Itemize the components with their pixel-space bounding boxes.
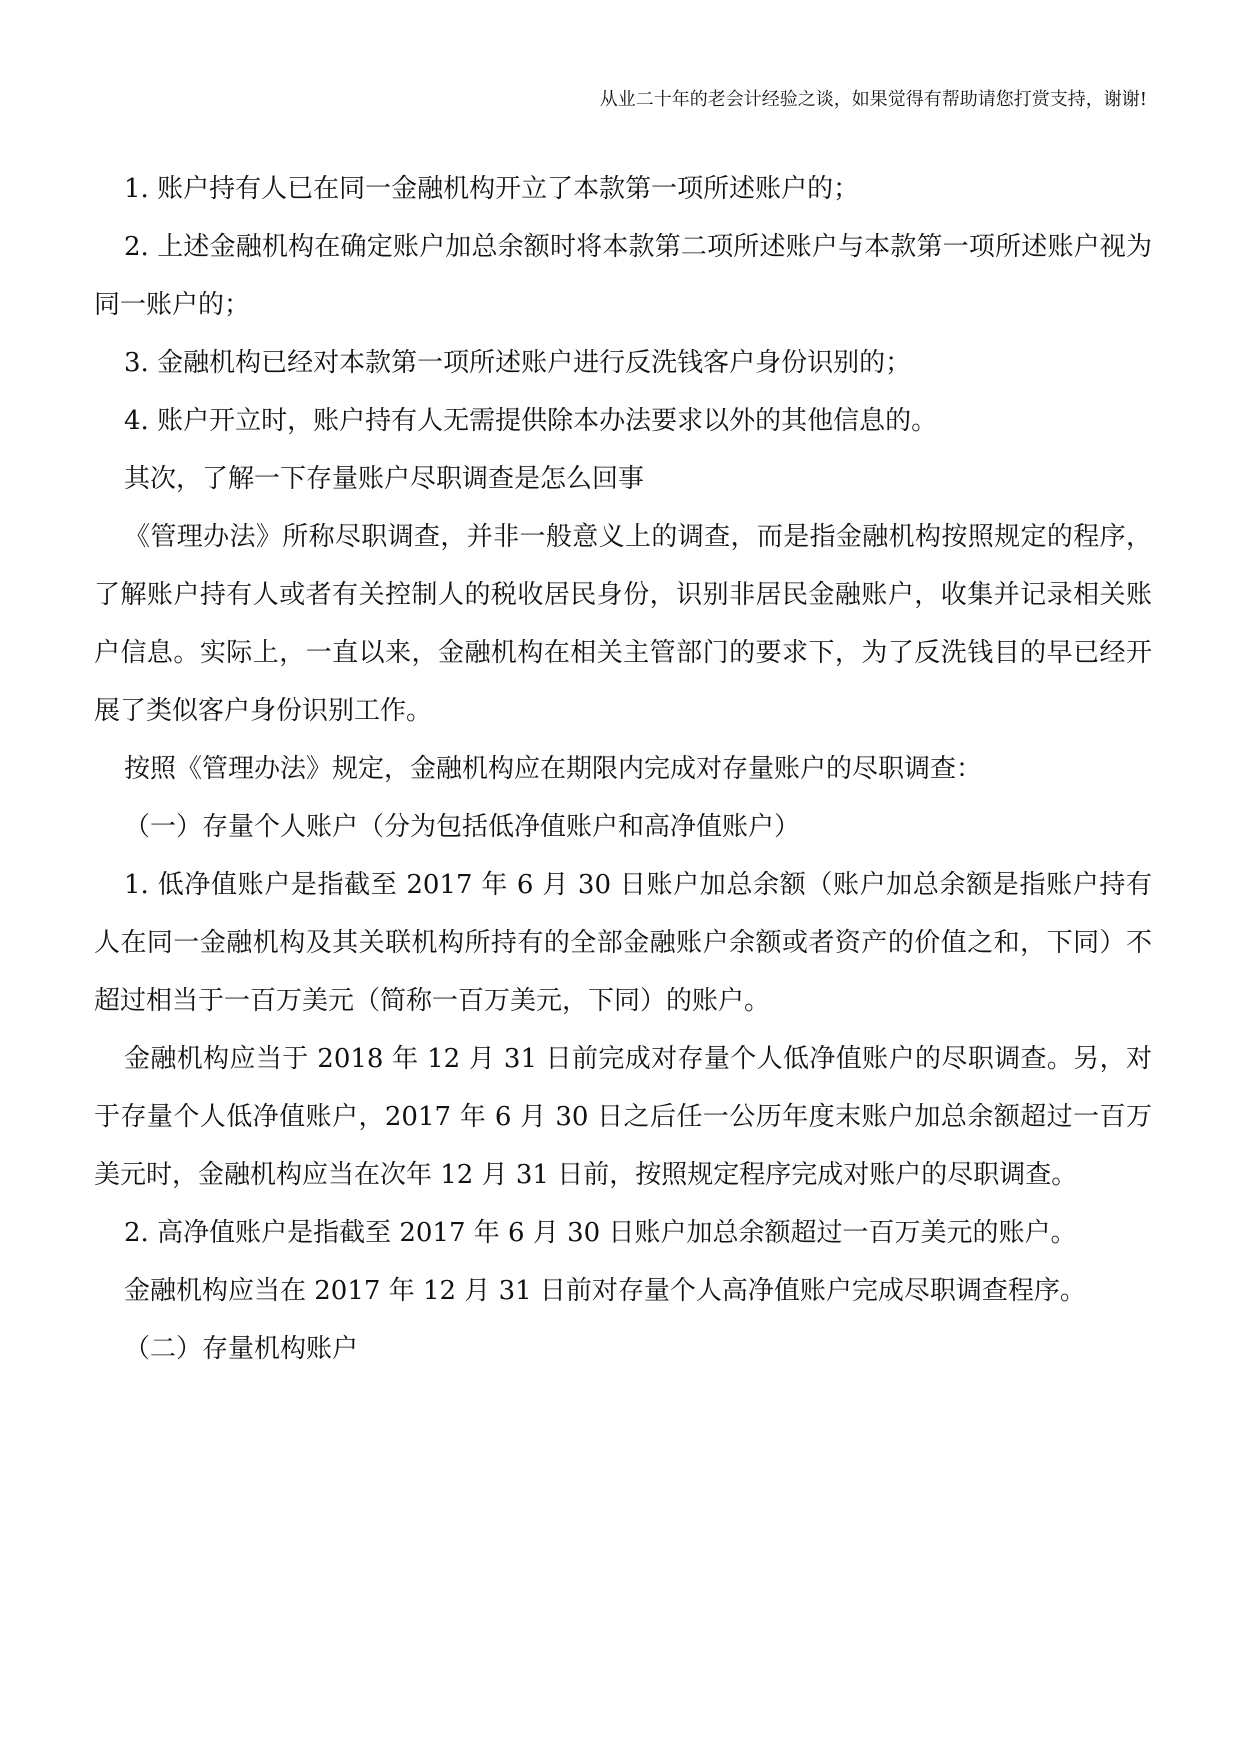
paragraph-10: 金融机构应当于 2018 年 12 月 31 日前完成对存量个人低净值账户的尽职调查。另，对于存量个人低净值账户，2017 年 6 月 30 日之后任一公历年度末账户加总余额超过一百万美元时，金融机构应当在次年 12 月 31 日前，按照规定程序完成对账户的尽职调查。 [94, 1044, 1152, 1190]
paragraph-11: 2. 高净值账户是指截至 2017 年 6 月 30 日账户加总余额超过一百万美元的账户。 [124, 1218, 1077, 1248]
document-body [94, 160, 1152, 1378]
paragraph-3: 3. 金融机构已经对本款第一项所述账户进行反洗钱客户身份识别的； [124, 348, 912, 378]
paragraph-2: 2. 上述金融机构在确定账户加总余额时将本款第二项所述账户与本款第一项所述账户视为同一账户的； [94, 232, 1152, 320]
paragraph-8: （一）存量个人账户（分为包括低净值账户和高净值账户） [124, 812, 801, 842]
paragraph-1: 1. 账户持有人已在同一金融机构开立了本款第一项所述账户的； [124, 174, 860, 204]
header-note: 从业二十年的老会计经验之谈，如果觉得有帮助请您打赏支持，谢谢! [599, 89, 1147, 110]
paragraph-4: 4. 账户开立时，账户持有人无需提供除本办法要求以外的其他信息的。 [124, 406, 938, 436]
paragraph-9: 1. 低净值账户是指截至 2017 年 6 月 30 日账户加总余额（账户加总余额是指账户持有人在同一金融机构及其关联机构所持有的全部金融账户余额或者资产的价值之和，下同）不超过相当于一百万美元（简称一百万美元，下同）的账户。 [94, 870, 1152, 1016]
paragraph-7: 按照《管理办法》规定，金融机构应在期限内完成对存量账户的尽职调查： [124, 754, 983, 784]
paragraph-5: 其次，了解一下存量账户尽职调查是怎么回事 [124, 464, 645, 494]
paragraph-13: （二）存量机构账户 [124, 1334, 359, 1364]
paragraph-12: 金融机构应当在 2017 年 12 月 31 日前对存量个人高净值账户完成尽职调查程序。 [124, 1276, 1086, 1306]
paragraph-6: 《管理办法》所称尽职调查，并非一般意义上的调查，而是指金融机构按照规定的程序，了解账户持有人或者有关控制人的税收居民身份，识别非居民金融账户，收集并记录相关账户信息。实际上，一直以来，金融机构在相关主管部门的要求下，为了反洗钱目的早已经开展了类似客户身份识别工作。 [94, 522, 1152, 726]
